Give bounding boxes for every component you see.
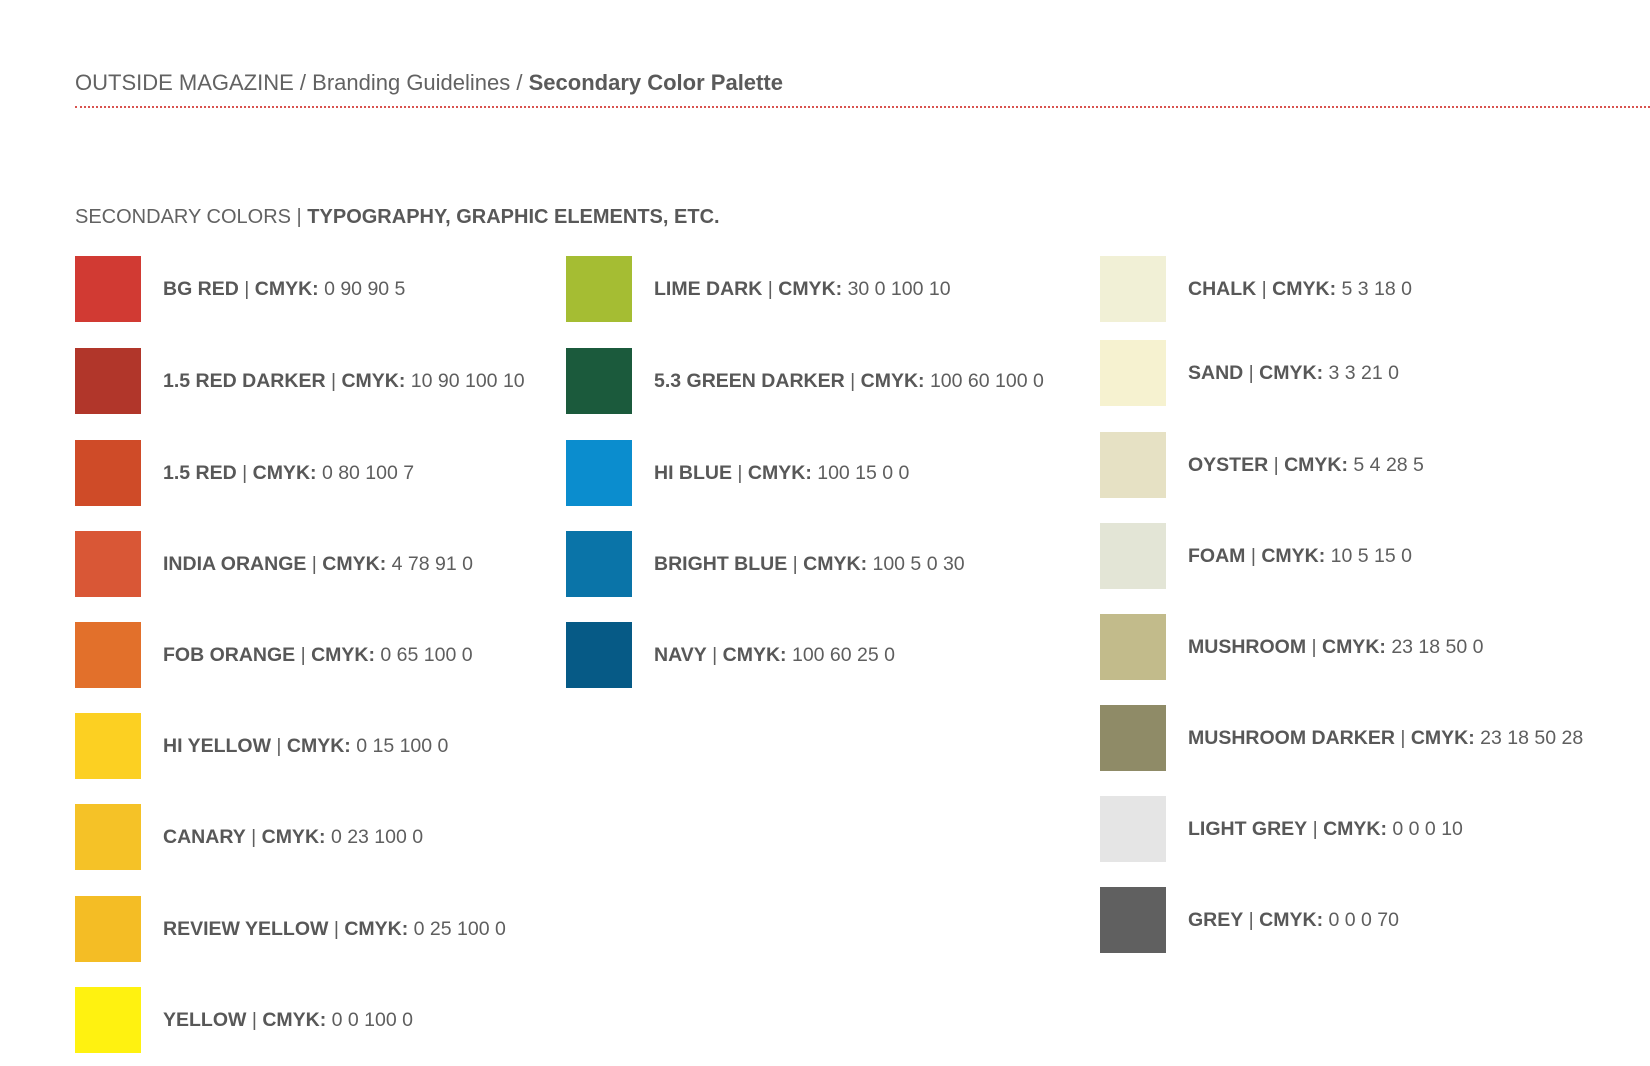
color-name: HI YELLOW [163,734,271,757]
page-title: Secondary Color Palette [528,70,783,95]
label-separator: | [325,369,342,392]
color-label [163,918,506,941]
cmyk-key: CMYK: [286,734,357,757]
color-name: MUSHROOM DARKER [1188,726,1395,749]
color-name: NAVY [654,643,707,666]
cmyk-key: CMYK: [254,277,325,300]
cmyk-value: 3 3 21 0 [1328,361,1399,384]
cmyk-value: 5 4 28 5 [1353,453,1424,476]
cmyk-value: 10 90 100 10 [410,369,525,392]
color-name: BRIGHT BLUE [654,552,788,575]
color-swatch-row [75,804,423,870]
color-label [1188,636,1483,659]
cmyk-value: 100 15 0 0 [817,461,910,484]
label-separator: | [1394,726,1411,749]
color-swatch-row [75,896,506,962]
color-label [163,826,423,849]
cmyk-key: CMYK: [1259,361,1329,384]
label-separator: | [1243,361,1260,384]
color-name: 1.5 RED [163,461,237,484]
color-swatch [1100,256,1166,322]
color-swatch-row [566,622,895,688]
cmyk-key: CMYK: [311,643,381,666]
color-name: FOAM [1188,544,1246,567]
cmyk-value: 30 0 100 10 [847,277,951,300]
color-label [654,553,965,576]
breadcrumb-separator: / [510,70,529,95]
cmyk-key: CMYK: [1323,817,1393,840]
color-label [1188,909,1399,932]
color-label [163,1009,413,1032]
label-separator: | [270,734,287,757]
cmyk-value: 0 23 100 0 [330,825,424,848]
color-swatch-row [75,440,414,506]
section-heading-bold: TYPOGRAPHY, GRAPHIC ELEMENTS, ETC. [307,206,720,228]
color-swatch [1100,614,1166,680]
color-label [163,278,405,301]
cmyk-key: CMYK: [1259,908,1329,931]
cmyk-value: 0 0 100 0 [331,1008,413,1031]
color-label [1188,278,1412,301]
cmyk-key: CMYK: [261,825,331,848]
cmyk-value: 100 60 25 0 [791,643,895,666]
cmyk-value: 0 0 0 70 [1328,908,1399,931]
color-swatch [1100,340,1166,406]
color-swatch-row [1100,256,1412,322]
color-swatch [566,531,632,597]
cmyk-value: 0 80 100 7 [321,461,415,484]
cmyk-key: CMYK: [1284,453,1354,476]
cmyk-value: 5 3 18 0 [1341,277,1412,300]
color-swatch-row [1100,614,1483,680]
color-name: HI BLUE [654,461,732,484]
cmyk-key: CMYK: [1321,635,1392,658]
color-name: FOB ORANGE [163,643,296,666]
color-swatch-row [75,348,525,414]
color-swatch [566,348,632,414]
label-separator: | [1306,635,1322,658]
color-label [163,370,525,393]
color-swatch [1100,796,1166,862]
label-separator: | [732,461,748,484]
cmyk-key: CMYK: [1261,544,1331,567]
label-separator: | [328,917,345,940]
color-swatch-row [1100,887,1399,953]
label-separator: | [706,643,723,666]
cmyk-value: 10 5 15 0 [1330,544,1412,567]
color-label [1188,818,1463,841]
cmyk-key: CMYK: [252,461,322,484]
color-swatch-row [1100,796,1463,862]
cmyk-value: 0 65 100 0 [380,643,473,666]
cmyk-key: CMYK: [322,552,392,575]
color-swatch [1100,887,1166,953]
cmyk-value: 0 25 100 0 [413,917,506,940]
cmyk-value: 23 18 50 0 [1391,635,1484,658]
cmyk-value: 0 0 0 10 [1392,817,1463,840]
color-swatch-row [75,713,448,779]
color-swatch [1100,705,1166,771]
breadcrumb-separator: / [293,70,313,95]
color-name: BG RED [163,277,239,300]
color-swatch-row [1100,705,1583,771]
color-name: YELLOW [163,1008,247,1031]
label-separator: | [844,369,861,392]
breadcrumb [75,70,783,96]
color-swatch-row [1100,432,1424,498]
color-label [654,644,895,667]
cmyk-key: CMYK: [344,917,414,940]
cmyk-key: CMYK: [341,369,411,392]
color-swatch-row [566,440,909,506]
color-label [654,278,951,301]
label-separator: | [295,643,312,666]
color-name: SAND [1188,361,1244,384]
cmyk-value: 4 78 91 0 [391,552,473,575]
color-swatch [75,896,141,962]
color-label [163,462,414,485]
breadcrumb-guidelines: Branding Guidelines [312,70,511,95]
color-swatch [75,804,141,870]
cmyk-key: CMYK: [722,643,792,666]
color-swatch-row [75,622,473,688]
color-label [163,644,473,667]
cmyk-key: CMYK: [778,277,848,300]
color-swatch-row [566,348,1044,414]
color-swatch [75,622,141,688]
label-separator: | [1307,817,1324,840]
color-label [1188,727,1583,750]
label-separator: | [246,1008,263,1031]
color-swatch [75,987,141,1053]
color-swatch [566,256,632,322]
label-separator: | [1243,908,1260,931]
color-label [1188,454,1424,477]
cmyk-value: 100 5 0 30 [872,552,965,575]
color-name: LIME DARK [654,277,763,300]
breadcrumb-magazine: OUTSIDE MAGAZINE [75,70,294,95]
color-name: LIGHT GREY [1188,817,1308,840]
label-separator: | [787,552,804,575]
color-swatch [75,713,141,779]
color-label [1188,545,1412,568]
color-name: 1.5 RED DARKER [163,369,326,392]
label-separator: | [245,825,262,848]
color-swatch [1100,523,1166,589]
cmyk-key: CMYK: [860,369,930,392]
section-heading [75,206,720,229]
label-separator: | [1256,277,1273,300]
label-separator: | [762,277,779,300]
cmyk-value: 0 15 100 0 [356,734,449,757]
color-label [1188,362,1399,385]
cmyk-value: 100 60 100 0 [929,369,1044,392]
cmyk-key: CMYK: [262,1008,332,1031]
cmyk-value: 0 90 90 5 [324,277,406,300]
color-name: MUSHROOM [1188,635,1307,658]
color-label [654,462,909,485]
color-swatch [75,256,141,322]
color-swatch [75,440,141,506]
color-swatch [75,531,141,597]
color-swatch-row [1100,340,1399,406]
color-name: REVIEW YELLOW [163,917,329,940]
color-name: GREY [1188,908,1244,931]
cmyk-key: CMYK: [747,461,818,484]
color-swatch-row [75,531,473,597]
color-swatch [75,348,141,414]
label-separator: | [236,461,253,484]
section-heading-light: SECONDARY COLORS | [75,206,308,228]
cmyk-key: CMYK: [1410,726,1481,749]
color-name: CHALK [1188,277,1257,300]
cmyk-key: CMYK: [1272,277,1342,300]
color-swatch [566,440,632,506]
header-divider [75,106,1650,108]
color-swatch-row [566,256,951,322]
label-separator: | [1268,453,1285,476]
color-name: 5.3 GREEN DARKER [654,369,845,392]
color-swatch-row [1100,523,1412,589]
color-swatch [566,622,632,688]
color-label [163,553,473,576]
color-label [163,735,448,758]
color-swatch [1100,432,1166,498]
color-swatch-row [75,987,413,1053]
color-swatch-row [566,531,965,597]
color-name: CANARY [163,825,246,848]
color-name: INDIA ORANGE [163,552,307,575]
color-swatch-row [75,256,405,322]
cmyk-key: CMYK: [803,552,873,575]
color-name: OYSTER [1188,453,1269,476]
label-separator: | [238,277,255,300]
color-label [654,370,1044,393]
label-separator: | [1245,544,1262,567]
cmyk-value: 23 18 50 28 [1480,726,1584,749]
label-separator: | [306,552,323,575]
